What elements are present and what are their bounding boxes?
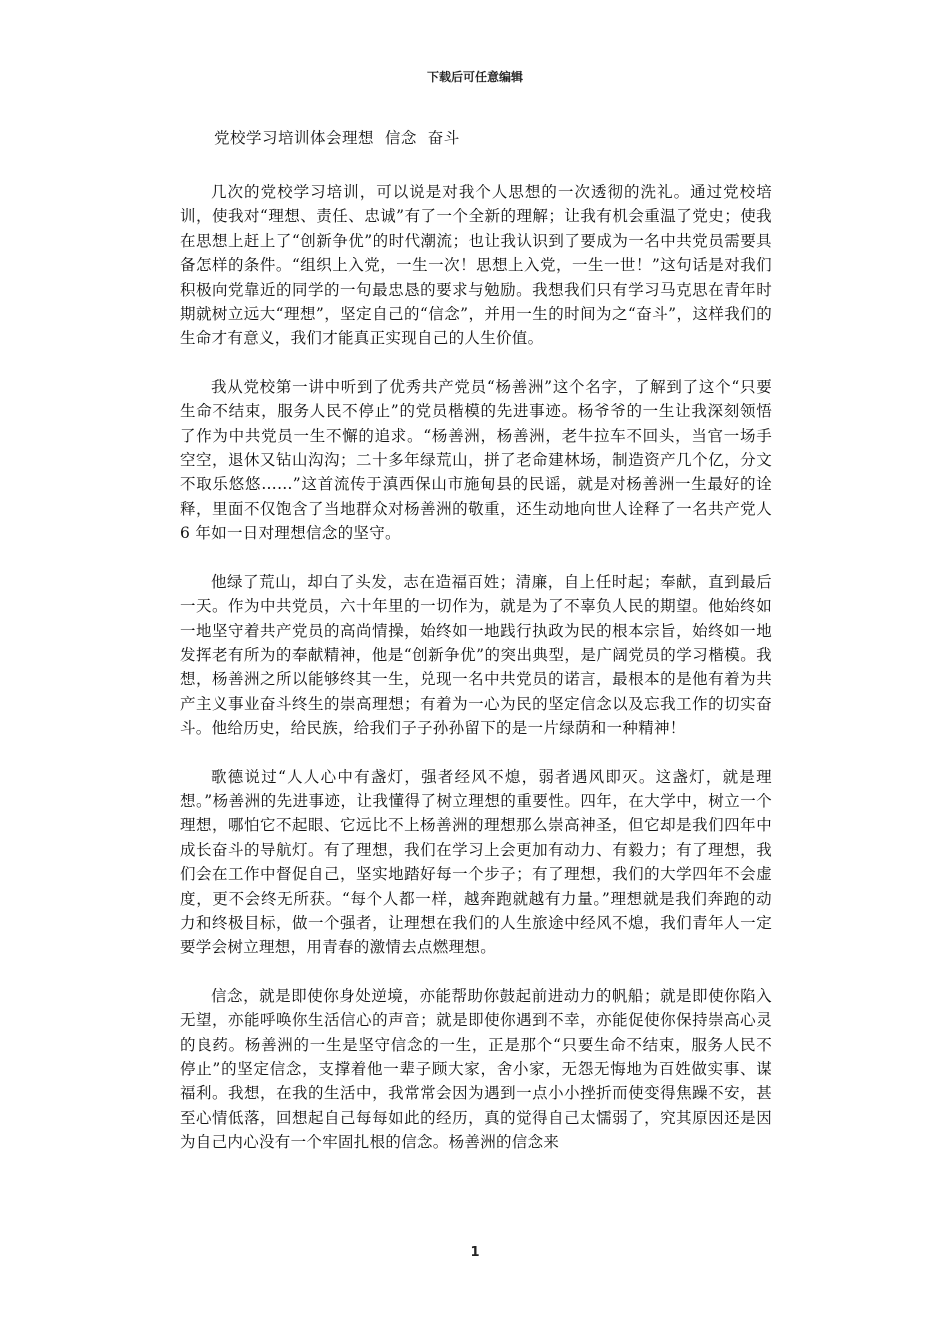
- header-note: 下载后可任意编辑: [426, 70, 523, 84]
- document-body: [180, 180, 772, 1179]
- paragraph: 他绿了荒山，却白了头发，志在造福百姓；清廉，自上任时起；奉献，直到最后一天。作为中共党员，六十年里的一切作为，就是为了不辜负人民的期望。他始终如一地坚守着共产党员的高尚情操，始终如一地践行执政为民的根本宗旨，始终如一地发挥老有所为的奉献精神，他是“创新争优”的突出典型，是广阔党员的学习楷模。我想，杨善洲之所以能够终其一生，兑现一名中共党员的诺言，最根本的是他有着为共产主义事业奋斗终生的崇高理想；有着为一心为民的坚定信念以及忘我工作的切实奋斗。他给历史，给民族，给我们子子孙孙留下的是一片绿荫和一种精神！: [180, 572, 772, 738]
- paragraph: 我从党校第一讲中听到了优秀共产党员“杨善洲”这个名字，了解到了这个“只要生命不结束，服务人民不停止”的党员楷模的先进事迹。杨爷爷的一生让我深刻领悟了作为中共党员一生不懈的追求。“杨善洲，杨善洲，老牛拉车不回头，当官一场手空空，退休又钻山沟沟；二十多年绿荒山，拼了老命建林场，制造资产几个亿，分文不取乐悠悠……”这首流传于滇西保山市施甸县的民谣，就是对杨善洲一生最好的诠释，里面不仅饱含了当地群众对杨善洲的敬重，还生动地向世人诠释了一名共产党人 6 年如一日对理想信念的坚守。: [180, 377, 772, 543]
- page-number: 1: [470, 1245, 480, 1260]
- document-title: 党校学习培训体会理想 信念 奋斗: [214, 129, 460, 147]
- paragraph: 信念，就是即使你身处逆境，亦能帮助你鼓起前进动力的帆船；就是即使你陷入无望，亦能呼唤你生活信心的声音；就是即使你遇到不幸，亦能促使你保持崇高心灵的良药。杨善洲的一生是坚守信念的一生，正是那个“只要生命不结束，服务人民不停止”的坚定信念，支撑着他一辈子顾大家，舍小家，无怨无悔地为百姓做实事、谋福利。我想，在我的生活中，我常常会因为遇到一点小小挫折而使变得焦躁不安，甚至心情低落，回想起自己每每如此的经历，真的觉得自己太懦弱了，究其原因还是因为自己内心没有一个牢固扎根的信念。杨善洲的信念来: [180, 986, 772, 1152]
- paragraph: 几次的党校学习培训，可以说是对我个人思想的一次透彻的洗礼。通过党校培训，使我对“理想、责任、忠诚”有了一个全新的理解；让我有机会重温了党史；使我在思想上赶上了“创新争优”的时代潮流；也让我认识到了要成为一名中共党员需要具备怎样的条件。“组织上入党，一生一次！思想上入党，一生一世！”这句话是对我们积极向党靠近的同学的一句最忠恳的要求与勉励。我想我们只有学习马克思在青年时期就树立远大“理想”，坚定自己的“信念”，并用一生的时间为之“奋斗”，这样我们的生命才有意义，我们才能真正实现自己的人生价值。: [180, 183, 772, 348]
- paragraph: 歌德说过“人人心中有盏灯，强者经风不熄，弱者遇风即灭。这盏灯，就是理想。”杨善洲的先进事迹，让我懂得了树立理想的重要性。四年，在大学中，树立一个理想，哪怕它不起眼、它远比不上杨善洲的理想那么崇高神圣，但它却是我们四年中成长奋斗的导航灯。有了理想，我们在学习上会更加有动力、有毅力；有了理想，我们会在工作中督促自己，坚实地踏好每一个步子；有了理想，我们的大学四年不会虚度，更不会终无所获。“每个人都一样，越奔跑就越有力量。”理想就是我们奔跑的动力和终极目标，做一个强者，让理想在我们的人生旅途中经风不熄，我们青年人一定要学会树立理想，用青春的激情去点燃理想。: [180, 767, 772, 957]
